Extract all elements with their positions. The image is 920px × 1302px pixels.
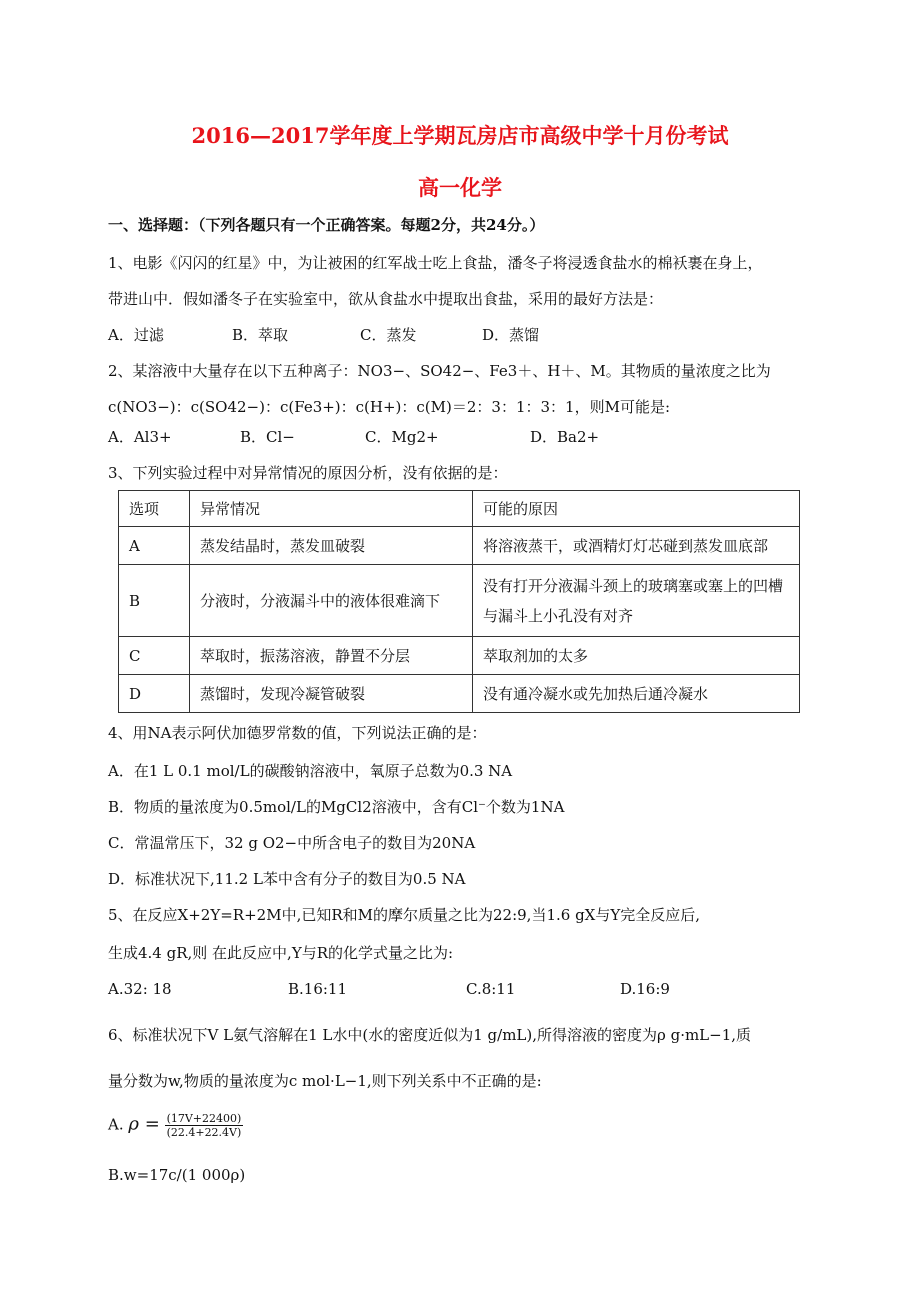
table-header-cell: 异常情况: [190, 491, 473, 527]
q2-option-d: D．Ba2+: [530, 428, 600, 446]
table-cell: 蒸发结晶时，蒸发皿破裂: [190, 527, 473, 565]
table-header-cell: 可能的原因: [473, 491, 800, 527]
q2-option-b: B．Cl−: [240, 428, 295, 446]
q1-option-b: B．萃取: [232, 326, 289, 344]
q6-line2: 量分数为w,物质的量浓度为c mol·L−1,则下列关系中不正确的是:: [108, 1072, 542, 1090]
table-cell: D: [119, 675, 190, 713]
table-cell: B: [119, 565, 190, 637]
table-cell: A: [119, 527, 190, 565]
q4-stem: 4、用NA表示阿伏加德罗常数的值，下列说法正确的是：: [108, 724, 487, 742]
q5-option-a: A.32: 18: [108, 980, 172, 998]
table-cell: 分液时，分液漏斗中的液体很难滴下: [190, 565, 473, 637]
q1-option-d: D．蒸馏: [482, 326, 540, 344]
q1-option-a: A．过滤: [108, 326, 164, 344]
table-row: [119, 675, 800, 713]
q2-line2: c(NO3−)：c(SO42−)：c(Fe3+)：c(H+)：c(M)＝2：3：1：3：1，则M可能是:: [108, 398, 671, 416]
table-cell: 蒸馏时，发现冷凝管破裂: [190, 675, 473, 713]
table-header-row: [119, 491, 800, 527]
q6-option-a: [108, 1112, 243, 1139]
table-cell: C: [119, 637, 190, 675]
table-row: [119, 565, 800, 637]
q3-stem: 3、下列实验过程中对异常情况的原因分析，没有依据的是：: [108, 464, 508, 482]
table-cell: 没有通冷凝水或先加热后通冷凝水: [473, 675, 800, 713]
rho-symbol: ρ =: [128, 1113, 160, 1135]
table-row: [119, 637, 800, 675]
q4-option-c: C．常温常压下，32 g O2−中所含电子的数目为20NA: [108, 834, 476, 852]
q5-line2: 生成4.4 gR,则 在此反应中,Y与R的化学式量之比为:: [108, 944, 454, 962]
q4-option-a: A．在1 L 0.1 mol/L的碳酸钠溶液中，氧原子总数为0.3 NA: [108, 762, 513, 780]
q4-option-d: D．标准状况下,11.2 L苯中含有分子的数目为0.5 NA: [108, 870, 466, 888]
fraction-denominator: (22.4+22.4V): [166, 1126, 242, 1139]
section-heading: 一、选择题：（下列各题只有一个正确答案。每题2分，共24分。）: [108, 216, 545, 234]
q4-option-b: B．物质的量浓度为0.5mol/L的MgCl2溶液中，含有Cl⁻个数为1NA: [108, 798, 565, 816]
exam-title: 2016—2017学年度上学期瓦房店市高级中学十月份考试: [191, 123, 729, 148]
q5-option-b: B.16:11: [288, 980, 348, 998]
q6-option-a-label: A.: [108, 1115, 124, 1134]
q2-line1: 2、某溶液中大量存在以下五种离子：NO3−、SO42−、Fe3＋、H＋、M。其物质的量浓度之比为: [108, 362, 771, 380]
table-cell: 将溶液蒸干，或酒精灯灯芯碰到蒸发皿底部: [473, 527, 800, 565]
q3-table: [118, 490, 800, 713]
fraction-numerator: (17V+22400): [166, 1112, 242, 1125]
q5-option-c: C.8:11: [466, 980, 516, 998]
table-header-cell: 选项: [119, 491, 190, 527]
q5-option-d: D.16:9: [620, 980, 670, 998]
q1-line1: 1、电影《闪闪的红星》中，为让被困的红军战士吃上食盐，潘冬子将浸透食盐水的棉袄裹在身上，: [108, 254, 763, 272]
table-cell: 萃取时，振荡溶液，静置不分层: [190, 637, 473, 675]
table-row: [119, 527, 800, 565]
fraction: [165, 1112, 244, 1139]
table-cell: 没有打开分液漏斗颈上的玻璃塞或塞上的凹槽与漏斗上小孔没有对齐: [473, 565, 800, 637]
q5-line1: 5、在反应X+2Y=R+2M中,已知R和M的摩尔质量之比为22:9,当1.6 gX与Y完全反应后,: [108, 906, 701, 924]
q6-option-b: B.w=17c/(1 000ρ): [108, 1166, 246, 1184]
q6-line1: 6、标准状况下V L氨气溶解在1 L水中(水的密度近似为1 g/mL),所得溶液的密度为ρ g·mL−1,质: [108, 1026, 752, 1044]
exam-subtitle: 高一化学: [418, 175, 502, 200]
table-cell: 萃取剂加的太多: [473, 637, 800, 675]
q1-option-c: C．蒸发: [360, 326, 417, 344]
q2-option-c: C．Mg2+: [365, 428, 439, 446]
q2-option-a: A．Al3+: [108, 428, 172, 446]
q1-line2: 带进山中．假如潘冬子在实验室中，欲从食盐水中提取出食盐，采用的最好方法是：: [108, 290, 664, 308]
